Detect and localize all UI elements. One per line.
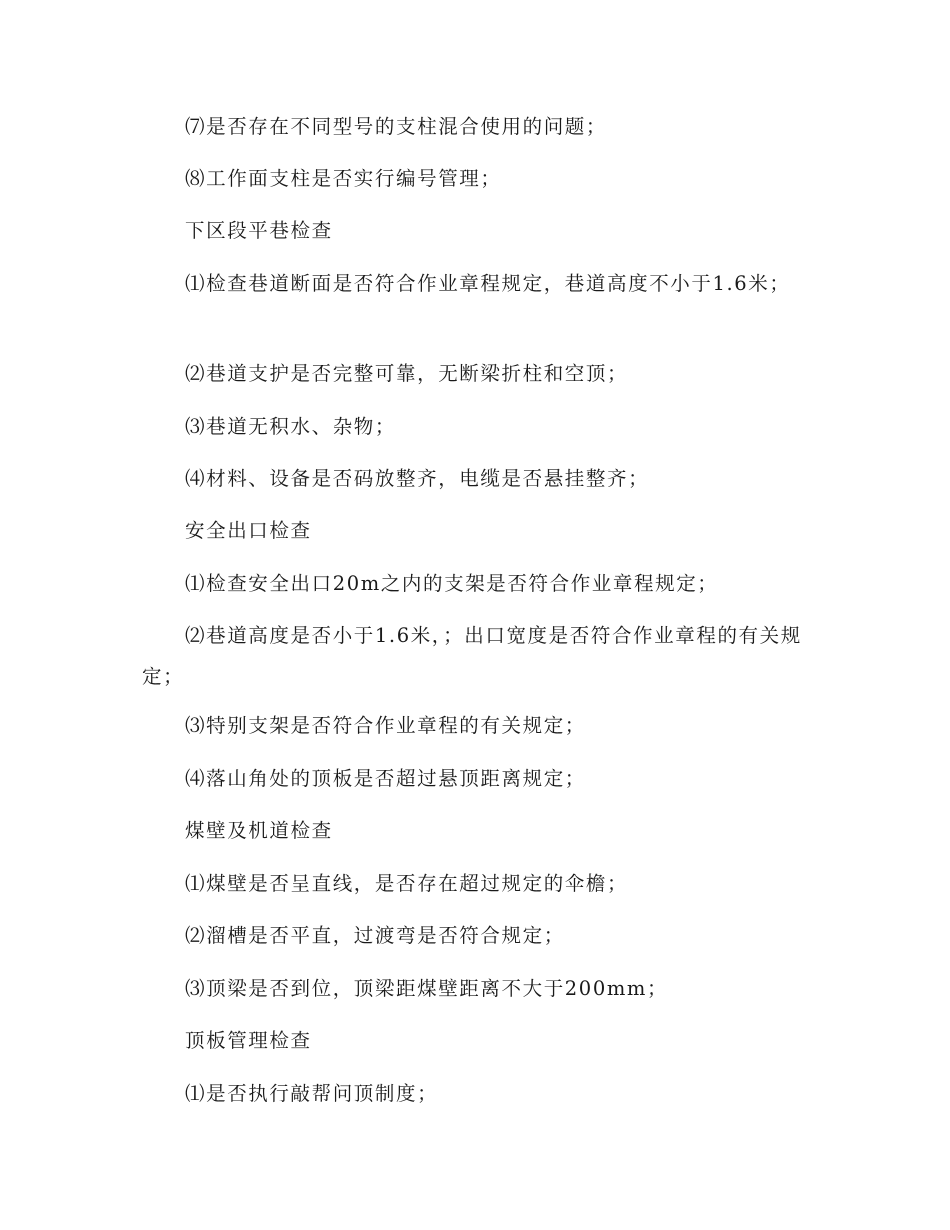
paragraph-wall-item-1: ⑴煤壁是否呈直线，是否存在超过规定的伞檐；: [185, 872, 629, 895]
paragraph-exit-item-2: ⑵巷道高度是否小于1.6米，；出口宽度是否符合作业章程的有关规定；: [142, 624, 802, 688]
paragraph-roof-item-1: ⑴是否执行敲帮问顶制度；: [185, 1082, 439, 1105]
paragraph-exit-item-1: ⑴检查安全出口20m之内的支架是否符合作业章程规定；: [185, 572, 719, 595]
paragraph-roadway-item-3: ⑶巷道无积水、杂物；: [185, 415, 397, 438]
section-heading-coal-wall: 煤壁及机道检查: [185, 819, 333, 842]
paragraph-check-item-8: ⑻工作面支柱是否实行编号管理；: [185, 167, 502, 190]
paragraph-roadway-item-2: ⑵巷道支护是否完整可靠，无断梁折柱和空顶；: [185, 362, 629, 385]
paragraph-exit-item-4: ⑷落山角处的顶板是否超过悬顶距离规定；: [185, 767, 586, 790]
paragraph-wall-item-3: ⑶顶梁是否到位，顶梁距煤壁距离不大于200mm；: [185, 977, 669, 1000]
section-heading-roof-management: 顶板管理检查: [185, 1029, 312, 1052]
paragraph-roadway-item-1: ⑴检查巷道断面是否符合作业章程规定，巷道高度不小于1.6米；: [185, 272, 791, 295]
paragraph-exit-item-3: ⑶特别支架是否符合作业章程的有关规定；: [185, 714, 586, 737]
paragraph-wall-item-2: ⑵溜槽是否平直，过渡弯是否符合规定；: [185, 924, 565, 947]
section-heading-safety-exit: 安全出口检查: [185, 519, 312, 542]
paragraph-check-item-7: ⑺是否存在不同型号的支柱混合使用的问题；: [185, 115, 608, 138]
paragraph-roadway-item-4: ⑷材料、设备是否码放整齐，电缆是否悬挂整齐；: [185, 467, 650, 490]
section-heading-lower-roadway: 下区段平巷检查: [185, 219, 333, 242]
